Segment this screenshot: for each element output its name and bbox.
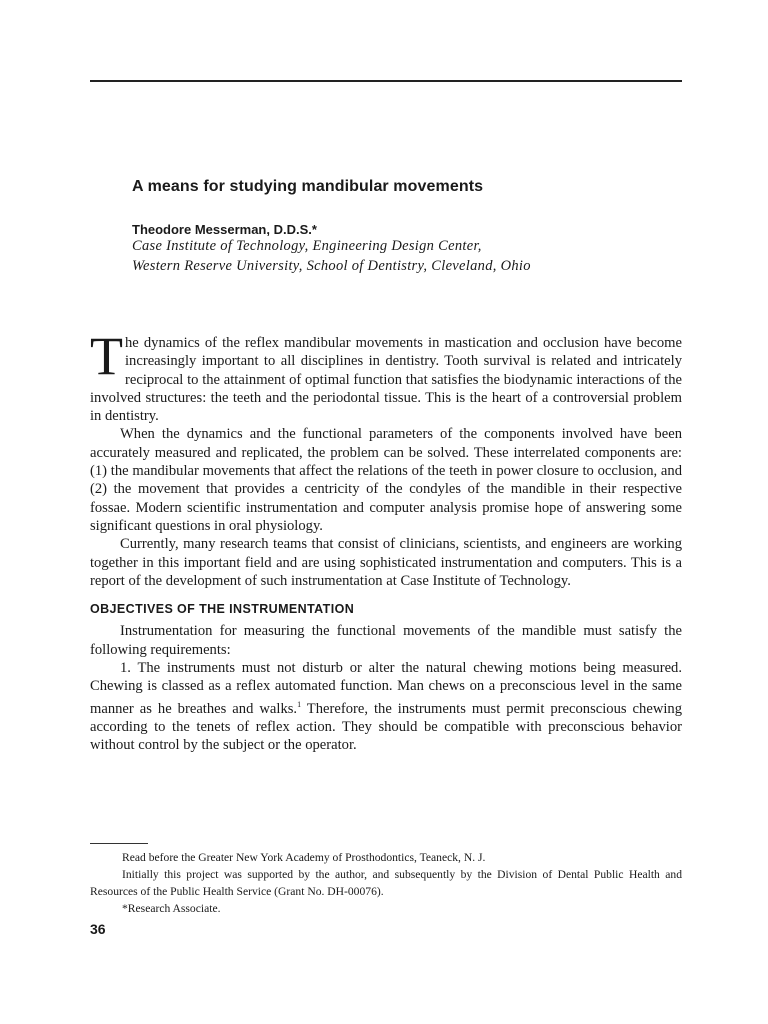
article-title: A means for studying mandibular movements bbox=[132, 178, 484, 195]
footnote-rule bbox=[90, 843, 148, 844]
body-paragraph-1-text: he dynamics of the reflex mandibular movements in mastication and occlusion have become increasingly important to all disciplines in dentistry. Tooth survival is related and intricately reciprocal to the attainment of optimal function that satisfies the biodynamic interactions of the involved structures: the teeth and the periodontal tissue. This is the heart of a controversial problem in dentistry. bbox=[90, 335, 682, 425]
body-paragraph-3: Currently, many research teams that consist of clinicians, scientists, and engineers are working together in this important field and are using sophisticated instrumentation and computers. This is a report of the development of such instrumentation at Case Institute of Technology. bbox=[90, 536, 682, 589]
article-body bbox=[90, 326, 683, 754]
footnote-1: Read before the Greater New York Academy of Prosthodontics, Teaneck, N. J. bbox=[122, 851, 486, 864]
page-number: 36 bbox=[90, 921, 106, 937]
header-rule bbox=[90, 80, 682, 82]
citation-superscript: 1 bbox=[297, 699, 302, 709]
author-affiliation-line-2: Western Reserve University, School of Dentistry, Cleveland, Ohio bbox=[132, 258, 531, 274]
section-heading: OBJECTIVES OF THE INSTRUMENTATION bbox=[90, 602, 355, 617]
drop-cap: T bbox=[90, 326, 123, 386]
footnotes bbox=[90, 849, 682, 917]
footnote-2: Initially this project was supported by the author, and subsequently by the Division of Dental Public Health and Resources of the Public Health Service (Grant No. DH-00076). bbox=[90, 868, 682, 898]
body-paragraph-4: Instrumentation for measuring the functional movements of the mandible must satisfy the following requirements: bbox=[90, 623, 682, 658]
article-author: Theodore Messerman, D.D.S.* bbox=[132, 222, 317, 237]
body-paragraph-1 bbox=[90, 326, 682, 425]
body-paragraph-5-text-a: 1. The instruments must not disturb or alter the natural chewing motions being measured. Chewing is classed as a reflex automated function. Man chews on a preconscious level in the same manner as he breathes and walks. bbox=[90, 660, 682, 717]
body-paragraph-5-text-b: Therefore, the instruments must permit preconscious chewing according to the tenets of reflex action. They should be compatible with preconscious behavior without control by the subject or the operator. bbox=[90, 700, 683, 754]
body-paragraph-2: When the dynamics and the functional parameters of the components involved have been accurately measured and replicated, the problem can be solved. These interrelated components are: (1) the mandibular movements that affect the relations of the teeth in power closure to occlusion, and (2) the movement that provides a centricity of the condyles of the mandible in their respective fossae. Modern scientific instrumentation and computer analysis promise hope of answering some significant questions in oral physiology. bbox=[90, 426, 682, 534]
footnote-3: *Research Associate. bbox=[122, 902, 221, 915]
body-paragraph-5 bbox=[90, 659, 682, 754]
author-affiliation-line-1: Case Institute of Technology, Engineering Design Center, bbox=[132, 238, 482, 254]
